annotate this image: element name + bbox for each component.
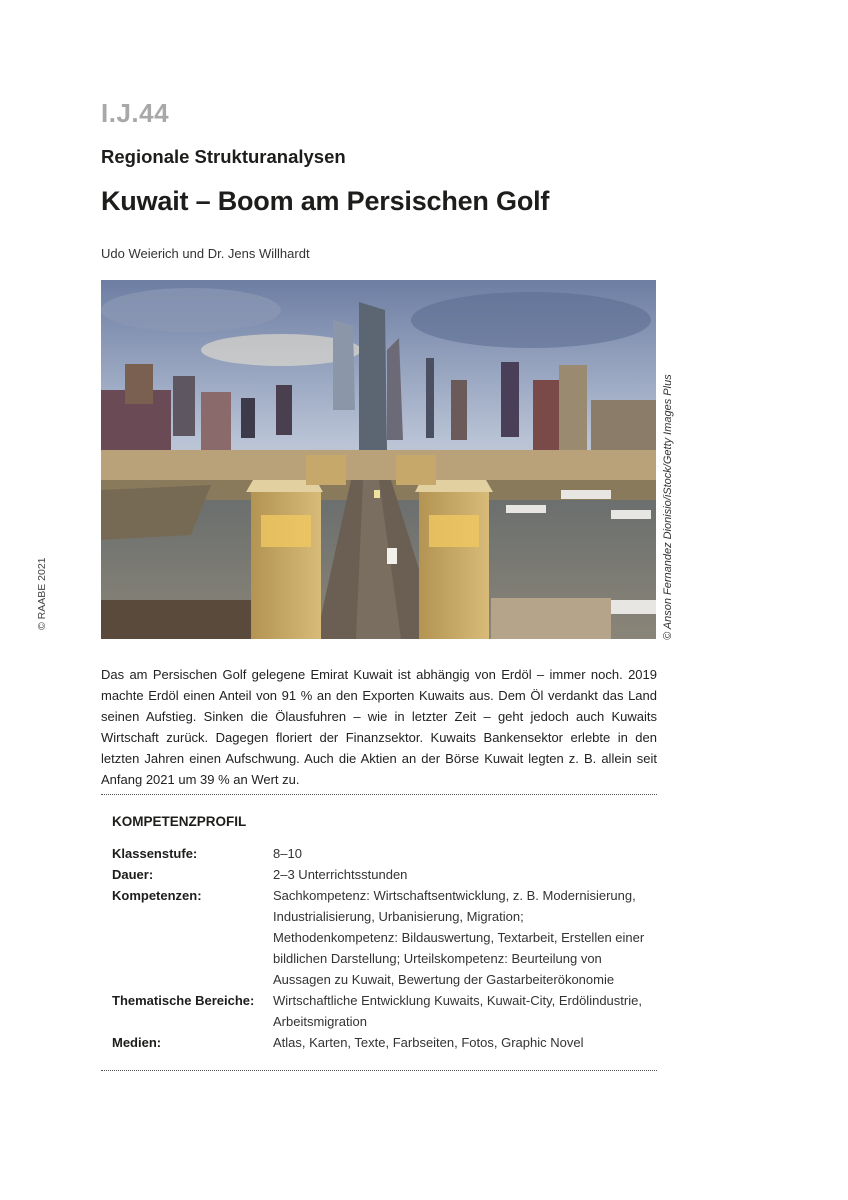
profile-value: Sachkompetenz: Wirtschaftsentwicklung, z. B. Modernisierung, Industrialisierung, Urbanisierung, Migration; Methodenkompetenz: Bildauswertung, Textarbeit, Erstellen einer bildlichen Darstellung; Urteilskompetenz: Beurteilung von Aussagen zu Kuwait, Bewertung der Gastarbeiterökonomie xyxy=(273,888,645,987)
profile-row-media xyxy=(112,1032,652,1053)
profile-row-grade xyxy=(112,843,652,864)
authors: Udo Weierich und Dr. Jens Willhardt xyxy=(101,246,310,261)
profile-row-competences xyxy=(112,885,652,990)
profile-row-duration xyxy=(112,864,652,885)
profile-value: Wirtschaftliche Entwicklung Kuwaits, Kuwait-City, Erdölindustrie, Arbeitsmigration xyxy=(273,993,642,1029)
document-code: I.J.44 xyxy=(101,98,170,128)
dotted-divider-bottom xyxy=(101,1070,657,1071)
profile-value: 2–3 Unterrichtsstunden xyxy=(273,867,408,882)
profile-label: Medien: xyxy=(112,1035,162,1050)
profile-label: Dauer: xyxy=(112,867,154,882)
profile-label: Kompetenzen: xyxy=(112,888,202,903)
photo-credit: © Anson Fernandez Dionisio/iStock/Getty Images Plus xyxy=(662,374,674,640)
photo-illustration xyxy=(101,280,656,639)
profile-row-topics xyxy=(112,990,652,1032)
intro-paragraph: Das am Persischen Golf gelegene Emirat Kuwait ist abhängig von Erdöl – immer noch. 2019 machte Erdöl einen Anteil von 91 % an den Exporten Kuwaits aus. Dem Öl verdankt das Land seinen Aufstieg. Sinken die Ölausfuhren – wie in letzter Zeit – geht jedoch auch Kuwaits Wirtschaft zurück. Dagegen floriert der Finanzsektor. Kuwaits Bankensektor erlebte in den letzten Jahren einen Aufschwung. Auch die Aktien an der Börse Kuwait legten z. B. allein seit Anfang 2021 um 39 % an Wert zu. xyxy=(101,667,657,787)
profile-label: Klassenstufe: xyxy=(112,846,198,861)
competence-profile xyxy=(112,843,652,1053)
kuwait-city-photo xyxy=(101,280,656,639)
page-title: Kuwait – Boom am Persischen Golf xyxy=(101,186,550,216)
profile-heading: KOMPETENZPROFIL xyxy=(112,814,247,829)
profile-value: 8–10 xyxy=(273,846,302,861)
series-heading: Regionale Strukturanalysen xyxy=(101,146,346,167)
copyright-notice: © RAABE 2021 xyxy=(36,557,48,630)
dotted-divider-top xyxy=(101,794,657,795)
profile-label: Thematische Bereiche: xyxy=(112,993,255,1008)
profile-value: Atlas, Karten, Texte, Farbseiten, Fotos, Graphic Novel xyxy=(273,1035,584,1050)
